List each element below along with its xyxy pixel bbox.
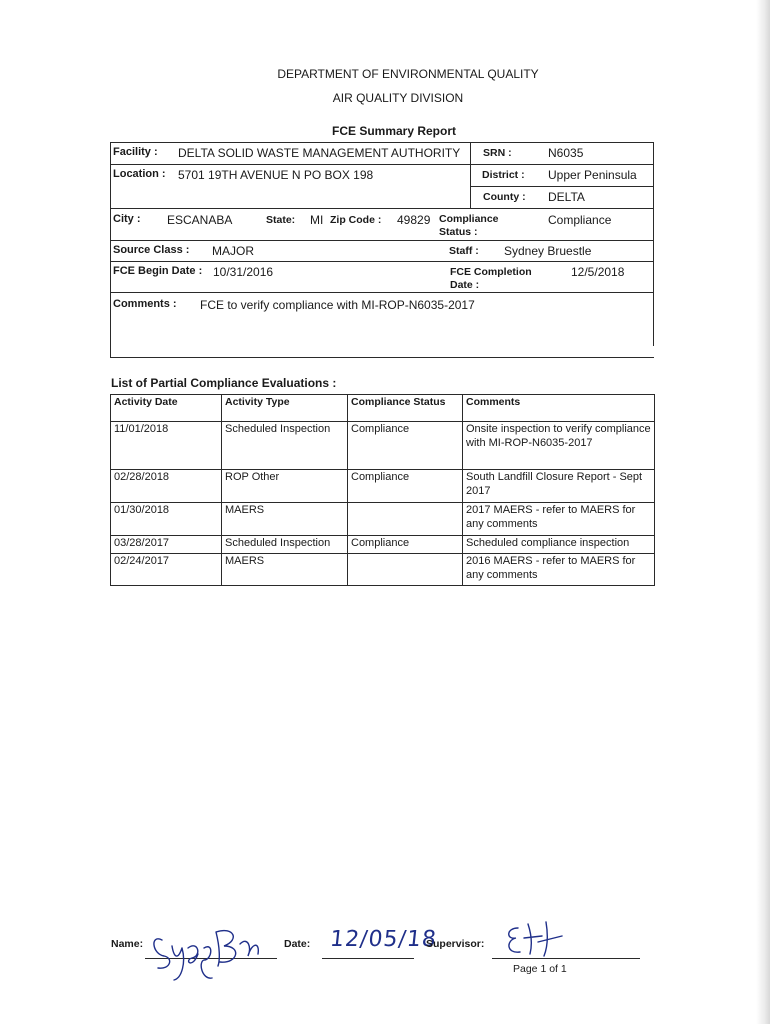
supervisor-label: Supervisor: — [426, 938, 485, 950]
state-label: State: — [266, 214, 296, 226]
supervisor-signature — [502, 918, 572, 960]
division-heading: AIR QUALITY DIVISION — [332, 91, 464, 105]
col-activity-date: Activity Date — [111, 395, 222, 422]
activity-comments: South Landfill Closure Report - Sept 2017 — [463, 470, 655, 503]
activity-type: Scheduled Inspection — [222, 422, 348, 470]
compliance-status — [348, 554, 463, 586]
zip-code-value: 49829 — [397, 213, 431, 227]
col-activity-type: Activity Type — [222, 395, 348, 422]
district-value: Upper Peninsula — [548, 168, 637, 182]
table-row — [111, 470, 655, 503]
table-row — [111, 422, 655, 470]
activity-type: MAERS — [222, 503, 348, 536]
fce-completion-value: 12/5/2018 — [571, 265, 625, 279]
district-label: District : — [482, 169, 525, 181]
department-heading: DEPARTMENT OF ENVIRONMENTAL QUALITY — [277, 67, 539, 81]
facility-value: DELTA SOLID WASTE MANAGEMENT AUTHORITY — [178, 146, 461, 160]
table-row — [111, 554, 655, 586]
activity-comments: 2016 MAERS - refer to MAERS for any comments — [463, 554, 655, 586]
city-value: ESCANABA — [167, 213, 233, 227]
compliance-status-label: Compliance — [439, 213, 499, 225]
handwritten-date: 12/05/18 — [328, 927, 439, 952]
state-value: MI — [310, 213, 324, 227]
col-compliance-status: Compliance Status — [348, 395, 463, 422]
activity-date: 02/28/2018 — [111, 470, 222, 503]
comments-label: Comments : — [113, 298, 177, 310]
name-signature — [148, 918, 263, 984]
date-line — [322, 958, 414, 959]
facility-label: Facility : — [113, 146, 158, 158]
srn-value: N6035 — [548, 146, 584, 160]
staff-label: Staff : — [449, 245, 479, 257]
table-row — [111, 536, 655, 554]
table-row — [111, 503, 655, 536]
source-class-value: MAJOR — [212, 244, 254, 258]
activity-date: 11/01/2018 — [111, 422, 222, 470]
county-label: County : — [483, 191, 526, 203]
page-number: Page 1 of 1 — [513, 963, 567, 975]
name-label: Name: — [111, 938, 144, 950]
comments-value: FCE to verify compliance with MI-ROP-N6035-2017 — [200, 298, 475, 312]
compliance-status-label-2: Status : — [439, 226, 478, 238]
activity-comments: Onsite inspection to verify compliance with MI-ROP-N6035-2017 — [463, 422, 655, 470]
compliance-status-value: Compliance — [548, 213, 612, 227]
srn-label: SRN : — [483, 147, 512, 159]
activity-type: MAERS — [222, 554, 348, 586]
county-value: DELTA — [548, 190, 585, 204]
scan-edge-shadow — [756, 0, 770, 1024]
activity-type: ROP Other — [222, 470, 348, 503]
activity-comments: Scheduled compliance inspection — [463, 536, 655, 554]
compliance-status — [348, 503, 463, 536]
fce-begin-date-value: 10/31/2016 — [213, 265, 274, 279]
fce-completion-label-2: Date : — [450, 279, 480, 291]
pce-list-title: List of Partial Compliance Evaluations : — [111, 376, 337, 390]
location-label: Location : — [113, 168, 166, 180]
activity-date: 02/24/2017 — [111, 554, 222, 586]
location-value: 5701 19TH AVENUE N PO BOX 198 — [178, 168, 374, 182]
report-title: FCE Summary Report — [331, 124, 457, 138]
compliance-status: Compliance — [348, 536, 463, 554]
pce-table — [110, 394, 655, 586]
compliance-status: Compliance — [348, 422, 463, 470]
source-class-label: Source Class : — [113, 244, 190, 256]
activity-type: Scheduled Inspection — [222, 536, 348, 554]
col-comments: Comments — [463, 395, 655, 422]
fce-completion-label: FCE Completion — [450, 266, 532, 278]
pce-header-row — [111, 395, 655, 422]
staff-value: Sydney Bruestle — [504, 244, 592, 258]
city-label: City : — [113, 213, 141, 225]
zip-code-label: Zip Code : — [330, 214, 382, 226]
compliance-status: Compliance — [348, 470, 463, 503]
activity-comments: 2017 MAERS - refer to MAERS for any comments — [463, 503, 655, 536]
fce-begin-date-label: FCE Begin Date : — [113, 265, 203, 277]
activity-date: 01/30/2018 — [111, 503, 222, 536]
activity-date: 03/28/2017 — [111, 536, 222, 554]
date-label: Date: — [284, 938, 311, 950]
